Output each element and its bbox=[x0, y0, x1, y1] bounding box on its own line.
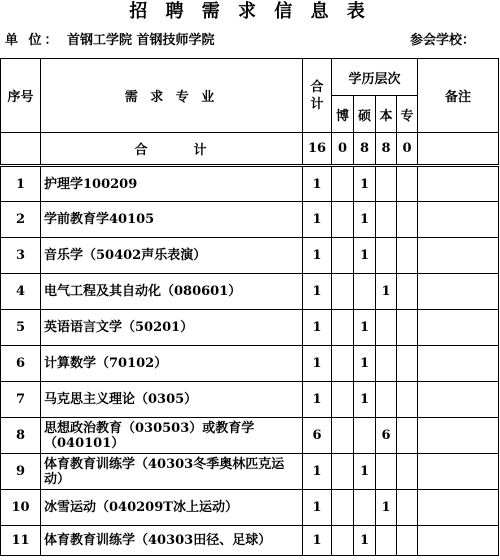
row-doctor bbox=[332, 346, 354, 382]
row-remark bbox=[418, 418, 499, 454]
row-doctor bbox=[332, 202, 354, 238]
row-major: 电气工程及其自动化（080601） bbox=[41, 274, 303, 310]
row-remark bbox=[418, 346, 499, 382]
row-college bbox=[397, 310, 418, 346]
row-seq: 10 bbox=[1, 490, 41, 526]
row-doctor bbox=[332, 418, 354, 454]
row-major: 体育教育训练学（40303冬季奥林匹克运动） bbox=[41, 454, 303, 490]
table-row bbox=[1, 526, 499, 556]
header-remark: 备注 bbox=[418, 59, 499, 133]
row-major: 英语语言文学（50201） bbox=[41, 310, 303, 346]
row-doctor bbox=[332, 238, 354, 274]
row-major: 学前教育学40105 bbox=[41, 202, 303, 238]
row-doctor bbox=[332, 454, 354, 490]
row-remark bbox=[418, 274, 499, 310]
recruitment-table bbox=[0, 58, 499, 556]
row-bachelor bbox=[376, 310, 397, 346]
summary-bachelor: 8 bbox=[376, 133, 397, 166]
row-bachelor bbox=[376, 382, 397, 418]
row-major: 护理学100209 bbox=[41, 166, 303, 202]
row-bachelor: 1 bbox=[376, 274, 397, 310]
row-bachelor bbox=[376, 202, 397, 238]
summary-total: 16 bbox=[303, 133, 332, 166]
row-seq: 1 bbox=[1, 166, 41, 202]
row-total: 1 bbox=[303, 310, 332, 346]
unit-label: 单 位： bbox=[5, 33, 61, 48]
row-doctor bbox=[332, 490, 354, 526]
header-doctor: 博 bbox=[332, 96, 354, 133]
row-bachelor: 1 bbox=[376, 490, 397, 526]
row-master: 1 bbox=[354, 238, 376, 274]
row-total: 1 bbox=[303, 490, 332, 526]
row-master bbox=[354, 418, 376, 454]
row-doctor bbox=[332, 526, 354, 556]
row-bachelor: 6 bbox=[376, 418, 397, 454]
row-bachelor bbox=[376, 526, 397, 556]
table-row bbox=[1, 310, 499, 346]
table-row bbox=[1, 346, 499, 382]
row-bachelor bbox=[376, 346, 397, 382]
row-seq: 8 bbox=[1, 418, 41, 454]
row-total: 1 bbox=[303, 526, 332, 556]
row-remark bbox=[418, 526, 499, 556]
row-total: 1 bbox=[303, 274, 332, 310]
row-major: 体育教育训练学（40303田径、足球） bbox=[41, 526, 303, 556]
row-total: 1 bbox=[303, 166, 332, 202]
table-row bbox=[1, 382, 499, 418]
row-total: 6 bbox=[303, 418, 332, 454]
row-master: 1 bbox=[354, 166, 376, 202]
row-master: 1 bbox=[354, 346, 376, 382]
row-remark bbox=[418, 238, 499, 274]
row-college bbox=[397, 166, 418, 202]
row-college bbox=[397, 202, 418, 238]
summary-row bbox=[1, 133, 499, 166]
row-college bbox=[397, 526, 418, 556]
row-college bbox=[397, 490, 418, 526]
header-major: 需 求 专 业 bbox=[41, 59, 303, 133]
row-doctor bbox=[332, 310, 354, 346]
row-remark bbox=[418, 166, 499, 202]
table-row bbox=[1, 274, 499, 310]
table-row bbox=[1, 166, 499, 202]
table-row bbox=[1, 454, 499, 490]
row-master: 1 bbox=[354, 454, 376, 490]
row-remark bbox=[418, 490, 499, 526]
row-total: 1 bbox=[303, 382, 332, 418]
row-college bbox=[397, 382, 418, 418]
row-seq: 2 bbox=[1, 202, 41, 238]
summary-master: 8 bbox=[354, 133, 376, 166]
row-total: 1 bbox=[303, 346, 332, 382]
row-bachelor bbox=[376, 166, 397, 202]
row-major: 马克思主义理论（0305） bbox=[41, 382, 303, 418]
row-college bbox=[397, 418, 418, 454]
header-degree-group: 学历层次 bbox=[332, 59, 418, 96]
header-seq: 序号 bbox=[1, 59, 41, 133]
header-bachelor: 本 bbox=[376, 96, 397, 133]
header-master: 硕 bbox=[354, 96, 376, 133]
row-doctor bbox=[332, 274, 354, 310]
table-row bbox=[1, 490, 499, 526]
table-row bbox=[1, 202, 499, 238]
row-doctor bbox=[332, 382, 354, 418]
row-doctor bbox=[332, 166, 354, 202]
row-college bbox=[397, 274, 418, 310]
row-seq: 6 bbox=[1, 346, 41, 382]
summary-doctor: 0 bbox=[332, 133, 354, 166]
row-remark bbox=[418, 310, 499, 346]
row-seq: 4 bbox=[1, 274, 41, 310]
summary-college: 0 bbox=[397, 133, 418, 166]
row-total: 1 bbox=[303, 238, 332, 274]
row-remark bbox=[418, 454, 499, 490]
row-seq: 9 bbox=[1, 454, 41, 490]
header-total: 合 计 bbox=[303, 59, 332, 133]
row-bachelor bbox=[376, 454, 397, 490]
row-seq: 11 bbox=[1, 526, 41, 556]
row-college bbox=[397, 346, 418, 382]
row-bachelor bbox=[376, 238, 397, 274]
row-remark bbox=[418, 382, 499, 418]
row-master: 1 bbox=[354, 382, 376, 418]
row-college bbox=[397, 238, 418, 274]
row-remark bbox=[418, 202, 499, 238]
row-major: 思想政治教育（030503）或教育学（040101） bbox=[41, 418, 303, 454]
row-major: 音乐学（50402声乐表演） bbox=[41, 238, 303, 274]
header-college: 专 bbox=[397, 96, 418, 133]
row-seq: 3 bbox=[1, 238, 41, 274]
row-total: 1 bbox=[303, 202, 332, 238]
row-major: 冰雪运动（040209T冰上运动） bbox=[41, 490, 303, 526]
row-total: 1 bbox=[303, 454, 332, 490]
row-master bbox=[354, 490, 376, 526]
row-major: 计算数学（70102） bbox=[41, 346, 303, 382]
unit-value: 首钢工学院 首钢技师学院 bbox=[67, 33, 215, 48]
row-seq: 7 bbox=[1, 382, 41, 418]
school-label: 参会学校： bbox=[410, 33, 476, 48]
row-master: 1 bbox=[354, 202, 376, 238]
row-seq: 5 bbox=[1, 310, 41, 346]
row-master: 1 bbox=[354, 526, 376, 556]
summary-label: 合 计 bbox=[41, 133, 303, 166]
table-row bbox=[1, 418, 499, 454]
unit-row bbox=[0, 28, 500, 54]
row-master bbox=[354, 274, 376, 310]
table-title: 招 聘 需 求 信 息 表 bbox=[129, 1, 371, 22]
table-row bbox=[1, 238, 499, 274]
row-college bbox=[397, 454, 418, 490]
row-master: 1 bbox=[354, 310, 376, 346]
